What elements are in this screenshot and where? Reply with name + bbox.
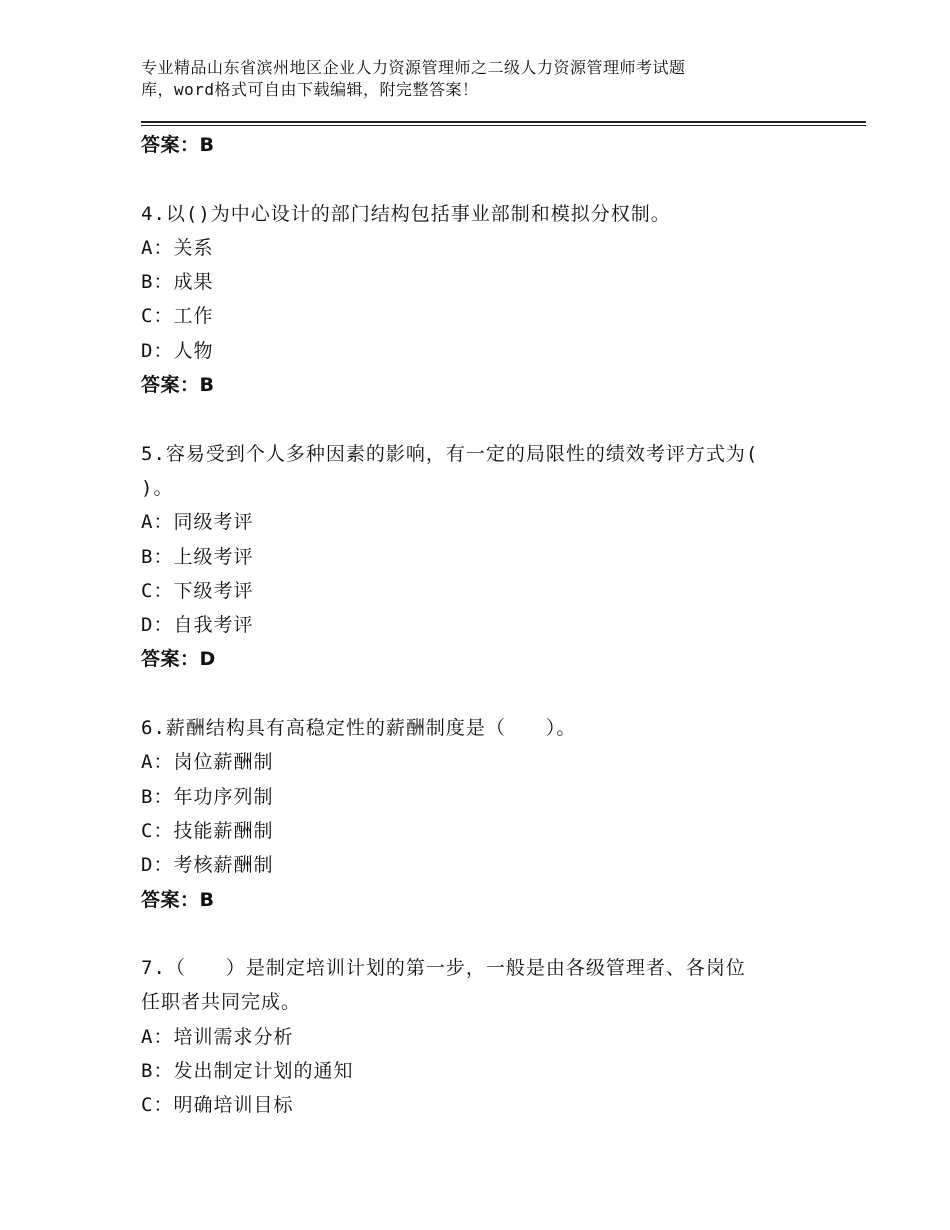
spacer [141,917,841,951]
answer-line: 答案：B [141,134,215,156]
question-block [141,951,841,1122]
option-d: D：考核薪酬制 [141,854,274,877]
option-c: C：明确培训目标 [141,1094,294,1117]
option-d: D：自我考评 [141,614,254,637]
header-divider-thin [141,125,866,126]
option-a: A：培训需求分析 [141,1025,294,1048]
spacer [141,677,841,711]
option-a: A：岗位薪酬制 [141,751,274,774]
option-c: C：下级考评 [141,579,254,602]
question-text: 5.容易受到个人多种因素的影响，有一定的局限性的绩效考评方式为( [141,442,759,465]
option-a: A：同级考评 [141,511,254,534]
question-block [141,197,841,403]
question-text-continued: 任职者共同完成。 [141,991,302,1014]
option-c: C：技能薪酬制 [141,819,274,842]
header-line-2: 库，word格式可自由下载编辑，附完整答案！ [141,80,479,99]
question-text: 4.以()为中心设计的部门结构包括事业部制和模拟分权制。 [141,202,671,225]
header-divider-thick [141,121,866,123]
question-block [141,711,841,917]
document-header [141,57,861,101]
option-d: D：人物 [141,339,214,362]
question-text: 6.薪酬结构具有高稳定性的薪酬制度是（ ）。 [141,717,577,740]
option-a: A：关系 [141,236,214,259]
option-c: C：工作 [141,305,214,328]
option-b: B：发出制定计划的通知 [141,1060,354,1083]
spacer [141,162,841,196]
question-text-continued: )。 [141,476,174,499]
option-b: B：上级考评 [141,545,254,568]
answer-line: 答案：D [141,648,216,671]
header-line-1: 专业精品山东省滨州地区企业人力资源管理师之二级人力资源管理师考试题 [141,58,686,77]
question-block [141,437,841,677]
document-body [141,128,841,1123]
question-text: 7.（ ）是制定培训计划的第一步，一般是由各级管理者、各岗位 [141,957,746,980]
option-b: B：成果 [141,271,214,294]
answer-line: 答案：B [141,888,215,911]
option-b: B：年功序列制 [141,785,274,808]
spacer [141,402,841,436]
answer-line: 答案：B [141,374,215,397]
